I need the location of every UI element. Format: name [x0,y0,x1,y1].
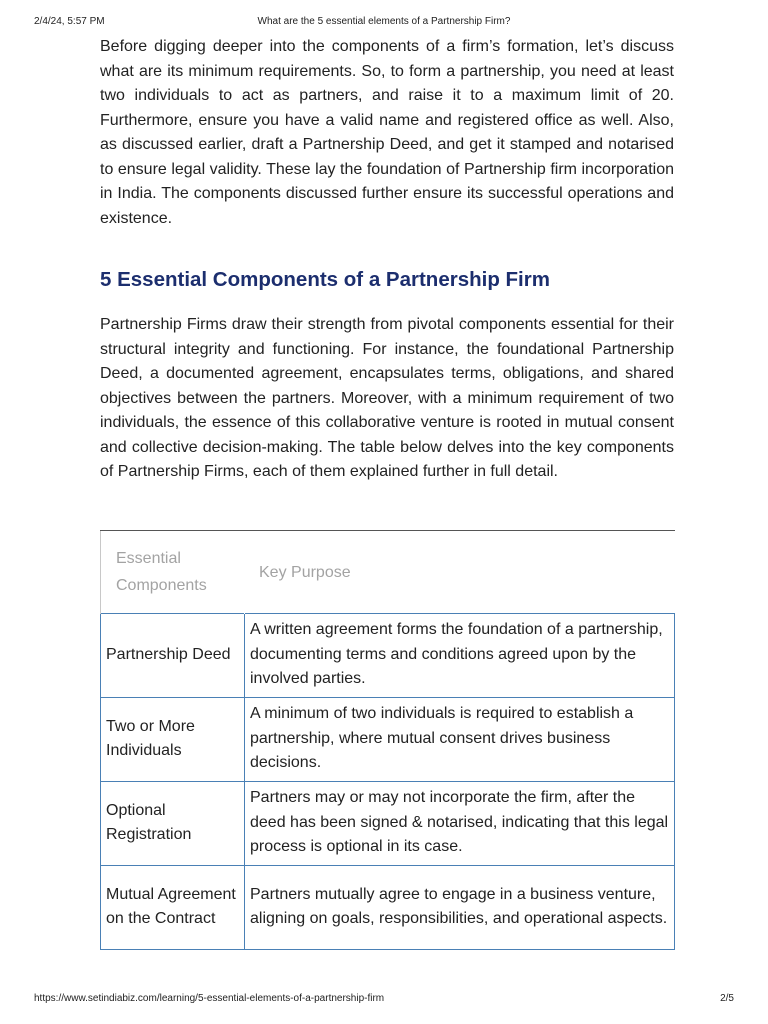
table-row [101,866,675,950]
page-url: https://www.setindiabiz.com/learning/5-essential-elements-of-a-partnership-firm [34,993,385,1004]
header-essential-components: Essential Components [101,531,245,614]
print-footer [34,993,734,1007]
purpose-cell: A written agreement forms the foundation of a partnership, documenting terms and conditions agreed upon by the involved parties. [245,614,675,698]
table-row [101,782,675,866]
table-body [101,614,675,950]
print-header [34,16,734,30]
components-table-wrapper [100,530,674,950]
intro-paragraph: Before digging deeper into the components of a firm’s formation, let’s discuss what are its minimum requirements. So, to form a partnership, you need at least two individuals to act as partners, and raise it to a maximum limit of 20. Furthermore, ensure you have a valid name and registered office as well. Also, as discussed earlier, draft a Partnership Deed, and get it stamped and notarised to ensure legal validity. These lay the foundation of Partnership firm incorporation in India. The components discussed further ensure its successful operations and existence. [100,38,674,227]
component-cell: Mutual Agreement on the Contract [101,866,245,950]
table-header-row [101,531,675,614]
print-document-title: What are the 5 essential elements of a Partnership Firm? [257,16,511,27]
purpose-cell: Partners may or may not incorporate the firm, after the deed has been signed & notarised, indicating that this legal process is optional in its case. [245,782,675,866]
table-row [101,698,675,782]
header-key-purpose: Key Purpose [245,531,675,614]
body-paragraph: Partnership Firms draw their strength from pivotal components essential for their structural integrity and functioning. For instance, the foundational Partnership Deed, a documented agreement, encapsulates terms, obligations, and shared objectives between the partners. Moreover, with a minimum requirement of two individuals, the essence of this collaborative venture is rooted in mutual consent and collective decision-making. The table below delves into the key components of Partnership Firms, each of them explained further in full detail. [100,316,674,480]
table-row [101,614,675,698]
components-table [100,530,675,950]
purpose-cell: A minimum of two individuals is required to establish a partnership, where mutual consent drives business decisions. [245,698,675,782]
section-heading: 5 Essential Components of a Partnership Firm [100,268,550,291]
component-cell: Two or More Individuals [101,698,245,782]
table-header [101,531,675,614]
component-cell: Partnership Deed [101,614,245,698]
component-cell: Optional Registration [101,782,245,866]
purpose-cell: Partners mutually agree to engage in a business venture, aligning on goals, responsibilities, and operational aspects. [245,866,675,950]
page-number: 2/5 [720,993,734,1004]
print-timestamp: 2/4/24, 5:57 PM [34,16,105,27]
